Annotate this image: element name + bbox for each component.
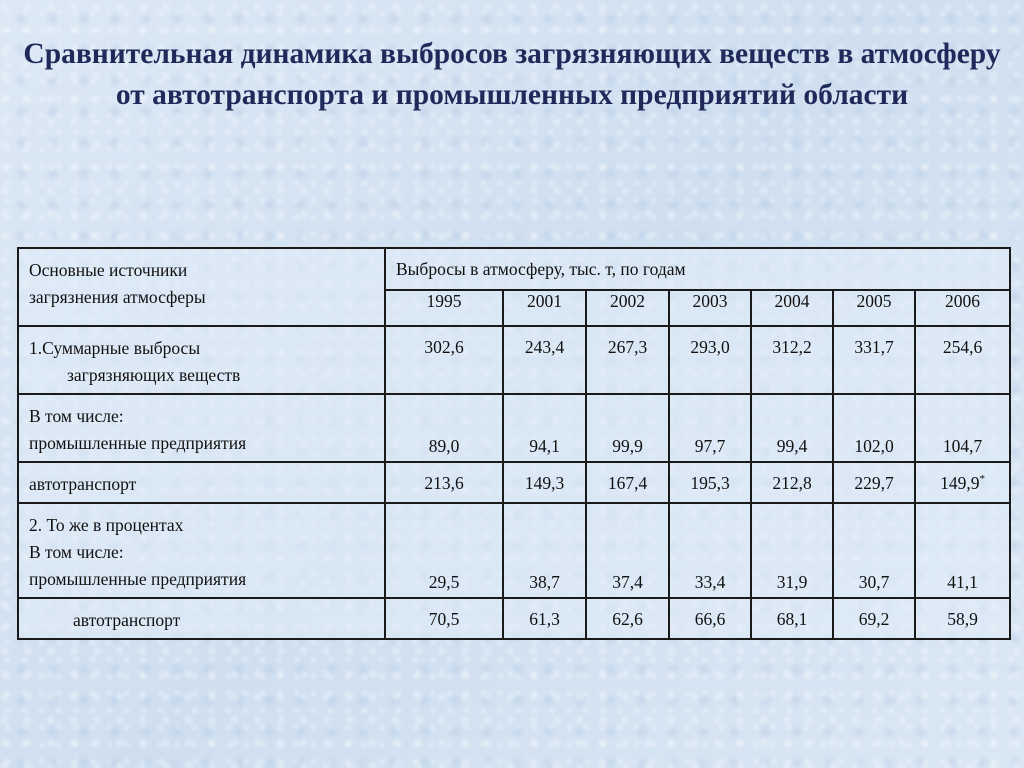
table-row [18, 503, 1010, 598]
value-cell: 89,0 [385, 394, 503, 462]
table-row [18, 394, 1010, 462]
value-cell: 97,7 [669, 394, 751, 462]
value-cell: 293,0 [669, 326, 751, 394]
value-cell: 37,4 [586, 503, 669, 598]
row-label-line: В том числе: [29, 406, 124, 426]
value-cell: 312,2 [751, 326, 833, 394]
row-label-line: 1.Суммарные выбросы [29, 338, 201, 358]
value-cell: 94,1 [503, 394, 586, 462]
table-row [18, 598, 1010, 639]
value-cell: 62,6 [586, 598, 669, 639]
value-cell: 99,4 [751, 394, 833, 462]
value-cell: 102,0 [833, 394, 915, 462]
row-label-total [18, 326, 385, 394]
value-cell: 29,5 [385, 503, 503, 598]
slide-title: Сравнительная динамика выбросов загрязняющих веществ в атмосферу от автотранспорта и промышленных предприятий области [23, 38, 1001, 111]
year-cell: 2005 [833, 290, 915, 326]
footnote-mark: * [979, 473, 985, 485]
value-cell: 33,4 [669, 503, 751, 598]
value-cell: 212,8 [751, 462, 833, 503]
value-cell: 70,5 [385, 598, 503, 639]
year-cell: 2001 [503, 290, 586, 326]
value-cell: 69,2 [833, 598, 915, 639]
row-label-line: автотранспорт [73, 610, 181, 630]
row-label-line: промышленные предприятия [29, 433, 247, 453]
emissions-header-cell: Выбросы в атмосферу, тыс. т, по годам [385, 248, 1010, 290]
value-cell: 38,7 [503, 503, 586, 598]
year-cell: 2003 [669, 290, 751, 326]
table-row [18, 462, 1010, 503]
value-cell: 213,6 [385, 462, 503, 503]
source-header-line2: загрязнения атмосферы [29, 287, 206, 307]
value-cell: 331,7 [833, 326, 915, 394]
year-cell: 2006 [915, 290, 1010, 326]
year-cell: 2002 [586, 290, 669, 326]
row-label-line: 2. То же в процентах [29, 515, 184, 535]
row-label-industry [18, 394, 385, 462]
value-cell: 31,9 [751, 503, 833, 598]
value-cell: 104,7 [915, 394, 1010, 462]
value-cell: 99,9 [586, 394, 669, 462]
value-cell: 68,1 [751, 598, 833, 639]
value-cell: 195,3 [669, 462, 751, 503]
value-cell: 41,1 [915, 503, 1010, 598]
year-cell: 1995 [385, 290, 503, 326]
emissions-table [17, 247, 1011, 640]
row-label-percent-transport [18, 598, 385, 639]
value-cell: 167,4 [586, 462, 669, 503]
source-header-line1: Основные источники [29, 260, 188, 280]
row-label-transport: автотранспорт [18, 462, 385, 503]
value-cell: 66,6 [669, 598, 751, 639]
value-cell: 61,3 [503, 598, 586, 639]
table-header-row [18, 248, 1010, 290]
value-cell: 243,4 [503, 326, 586, 394]
value-cell: 229,7 [833, 462, 915, 503]
row-label-line: промышленные предприятия [29, 569, 247, 589]
table-row [18, 326, 1010, 394]
value-cell: 267,3 [586, 326, 669, 394]
row-label-line: загрязняющих веществ [67, 365, 241, 385]
value-cell: 30,7 [833, 503, 915, 598]
value-cell: 302,6 [385, 326, 503, 394]
value-text: 149,9 [940, 473, 980, 493]
row-label-percent-industry [18, 503, 385, 598]
value-cell: 254,6 [915, 326, 1010, 394]
row-label-line: В том числе: [29, 542, 124, 562]
value-cell: 58,9 [915, 598, 1010, 639]
year-cell: 2004 [751, 290, 833, 326]
source-header-cell [18, 248, 385, 326]
value-cell: 149,3 [503, 462, 586, 503]
value-cell-footnoted [915, 462, 1010, 503]
